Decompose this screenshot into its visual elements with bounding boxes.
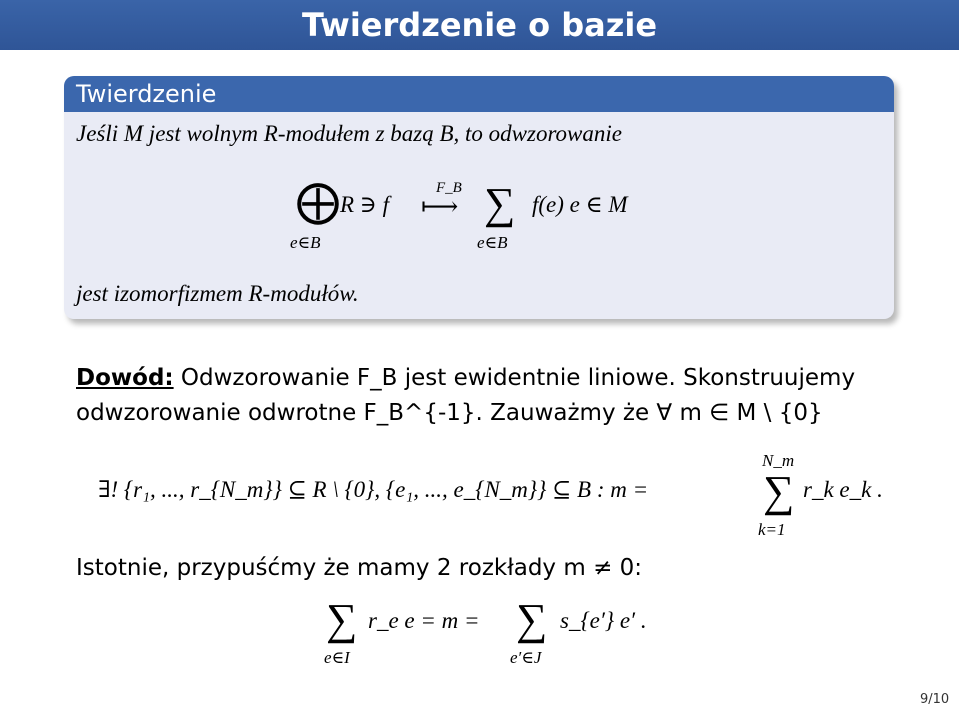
direct-sum-index-text: e∈B (290, 233, 321, 252)
sum-index (477, 233, 508, 253)
formula-right-expr-text: f(e) e ∈ M (532, 192, 628, 217)
formula-right-expr (532, 192, 628, 218)
slide-title-text: Twierdzenie o bazie (301, 6, 658, 44)
proof-formula-1-right (803, 477, 883, 503)
proof-formula-1-lower-text: k=1 (758, 520, 786, 539)
sum-symbol (484, 179, 516, 228)
proof-formula-1-sum-glyph: ∑ (763, 467, 795, 516)
map-label-text: F_B (436, 180, 462, 196)
proof-formula-2-right-text: s_{e′} e′ . (560, 608, 647, 633)
proof-formula-1-lower (758, 520, 786, 540)
proof-line-2 (76, 400, 823, 426)
proof-line-2-text: odwzorowanie odwrotne F_B^{-1}. Zauważmy że ∀ m ∈ M \ {0} (76, 400, 823, 426)
formula-left-expr-text: R ∋ f (340, 192, 389, 217)
proof-line-1-text: Odwzorowanie F_B jest ewidentnie liniowe. Skonstruujemy (180, 365, 856, 391)
page-number (920, 692, 949, 707)
proof-formula-2-index-1 (324, 648, 350, 668)
proof-formula-2-sum-1 (326, 595, 358, 644)
proof-formula-2-index-2-text: e′∈J (510, 648, 542, 667)
sum-index-text: e∈B (477, 233, 508, 252)
slide-title (0, 0, 959, 50)
sum-symbol-glyph: ∑ (484, 179, 516, 228)
theorem-title (64, 76, 894, 112)
proof-formula-1-left (98, 477, 648, 503)
theorem-block (64, 76, 894, 319)
formula-left-expr (340, 192, 389, 218)
proof-formula-2-sum-1-glyph: ∑ (326, 595, 358, 644)
proof-formula-1-upper-text: N_m (762, 451, 795, 470)
proof-formula-2-index-1-text: e∈I (324, 648, 350, 667)
direct-sum-index (290, 233, 321, 253)
theorem-line-2-text: jest izomorfizmem R-modułów. (76, 281, 359, 306)
proof-line-3 (76, 555, 642, 581)
theorem-line-1-text: Jeśli M jest wolnym R-modułem z bazą B, to odwzorowanie (76, 121, 622, 146)
direct-sum-symbol (296, 177, 340, 226)
theorem-line-2 (76, 281, 359, 307)
proof-formula-2-sum-2 (516, 595, 548, 644)
proof-formula-1-sum (763, 467, 795, 516)
proof-formula-2-sum-2-glyph: ∑ (516, 595, 548, 644)
proof-line-1 (76, 365, 855, 391)
proof-formula-2-middle (368, 608, 480, 634)
theorem-title-text: Twierdzenie (76, 80, 217, 108)
proof-line-3-text: Istotnie, przypuśćmy że mamy 2 rozkłady m ≠ 0: (76, 555, 643, 581)
proof-label: Dowód: (76, 365, 174, 391)
proof-formula-1-right-text: r_k e_k . (803, 477, 883, 502)
map-arrow (421, 192, 458, 222)
map-arrow-glyph: ⟼ (421, 192, 459, 221)
proof-formula-2-index-2 (510, 648, 541, 668)
proof-formula-1-left-text: ∃! {r₁, ..., r_{N_m}} ⊆ R \ {0}, {e₁, ..., e_{N_m}} ⊆ B : m = (98, 477, 649, 502)
proof-formula-2-middle-text: r_e e = m = (368, 608, 480, 633)
theorem-line-1 (76, 121, 622, 147)
proof-formula-2-right (560, 608, 647, 634)
direct-sum-glyph: ⨁ (296, 177, 340, 226)
page-number-text: 9/10 (920, 692, 950, 707)
